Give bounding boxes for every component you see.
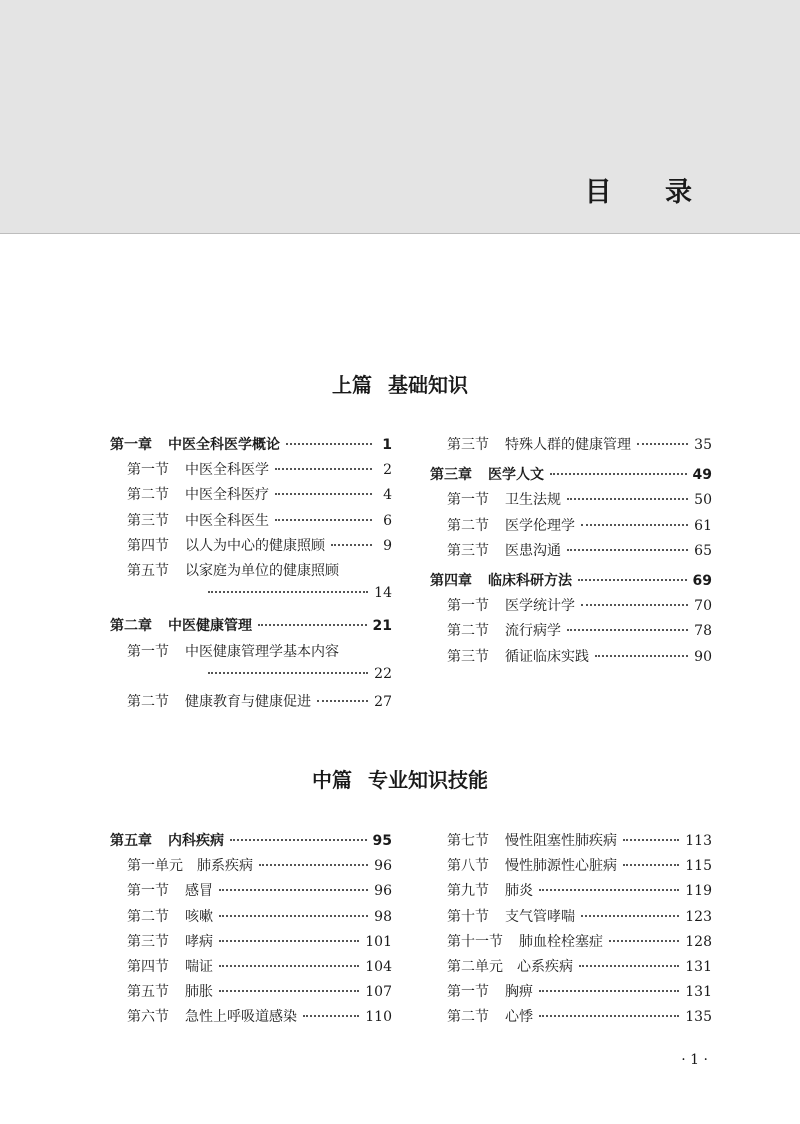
dot-leader	[637, 443, 688, 445]
toc-entry-label: 第二节	[127, 908, 169, 925]
toc-entry-page: 96	[374, 883, 392, 900]
toc-entry-page: 135	[685, 1009, 712, 1026]
toc-entry-title: 中医全科医学概论	[168, 437, 280, 453]
toc-entry-title: 肺系疾病	[197, 858, 253, 875]
dot-leader	[303, 1015, 359, 1017]
part-title-2	[0, 764, 800, 793]
toc-entry-title: 感冒	[185, 883, 213, 900]
toc-section-entry[interactable]	[447, 540, 712, 562]
toc-entry-label: 第四章	[430, 573, 472, 589]
dot-leader	[230, 839, 367, 841]
toc-entry-label: 第四节	[127, 537, 169, 554]
toc-section-entry[interactable]	[127, 510, 392, 532]
toc-section-entry[interactable]	[447, 515, 712, 537]
toc-entry-title: 健康教育与健康促进	[185, 694, 311, 710]
dot-leader	[539, 1015, 679, 1017]
toc-section-entry[interactable]	[447, 595, 712, 617]
toc-entry-page: 1	[382, 437, 392, 453]
toc-entry-page: 2	[383, 462, 392, 479]
dot-leader	[286, 443, 372, 445]
dot-leader	[275, 468, 372, 470]
toc-section-entry[interactable]	[447, 489, 712, 511]
dot-leader	[609, 940, 679, 942]
toc-entry-title: 以人为中心的健康照顾	[185, 537, 325, 554]
toc-entry-title: 医学人文	[488, 467, 544, 484]
toc-entry-page: 78	[694, 623, 712, 640]
toc-entry-label: 第三节	[447, 648, 489, 665]
toc-entry-page: 9	[383, 537, 392, 554]
toc-entry-page: 22	[374, 665, 392, 682]
toc-chapter-entry[interactable]	[110, 830, 392, 852]
toc-entry-title: 肺炎	[505, 883, 533, 900]
dot-leader	[208, 591, 368, 593]
toc-entry-label: 第二单元	[447, 959, 503, 975]
toc-entry-page: 119	[685, 883, 712, 900]
toc-entry-page: 98	[374, 908, 392, 925]
dot-leader	[578, 579, 687, 581]
toc-entry-title: 胸痹	[505, 984, 533, 1001]
toc-entry-page: 131	[685, 959, 712, 975]
toc-section-entry[interactable]	[447, 830, 712, 852]
toc-section-entry[interactable]	[127, 560, 392, 582]
toc-section-entry[interactable]	[127, 484, 392, 506]
dot-leader	[317, 700, 368, 702]
toc-entry-title: 心悸	[505, 1009, 533, 1026]
toc-entry-label: 第一节	[447, 598, 489, 615]
toc-entry-page: 123	[685, 908, 712, 925]
part-label: 上篇	[332, 373, 372, 397]
toc-entry-label: 第二节	[127, 694, 169, 710]
toc-entry-label: 第三节	[447, 437, 489, 453]
toc-entry-page: 104	[365, 959, 392, 975]
toc-entry-page: 4	[383, 487, 392, 504]
toc-section-entry[interactable]	[447, 931, 712, 953]
toc-entry-label: 第一单元	[127, 858, 183, 875]
toc-entry-title: 内科疾病	[168, 833, 224, 849]
toc-section-entry[interactable]	[447, 620, 712, 642]
toc-entry-title: 肺胀	[185, 984, 213, 1001]
dot-leader	[539, 889, 679, 891]
toc-chapter-entry[interactable]	[110, 434, 392, 456]
toc-section-entry[interactable]	[127, 880, 392, 902]
toc-entry-title: 中医全科医学	[185, 462, 269, 479]
dot-leader	[275, 493, 372, 495]
toc-entry-title: 卫生法规	[505, 492, 561, 509]
part-title-1	[0, 369, 800, 398]
toc-entry-title: 医患沟通	[505, 542, 561, 559]
toc-entry-continuation[interactable]	[127, 585, 392, 607]
toc-section-entry[interactable]	[447, 1006, 712, 1028]
toc-entry-page: 115	[685, 858, 712, 875]
dot-leader	[581, 915, 679, 917]
toc-section-entry[interactable]	[447, 646, 712, 668]
toc-entry-label: 第一节	[127, 462, 169, 479]
toc-chapter-entry[interactable]	[430, 464, 712, 486]
toc-section-entry[interactable]	[127, 535, 392, 557]
dot-leader	[258, 624, 367, 626]
dot-leader	[581, 524, 688, 526]
dot-leader	[219, 965, 359, 967]
toc-section-entry[interactable]	[127, 641, 392, 663]
part-name: 基础知识	[388, 373, 468, 397]
dot-leader	[595, 655, 688, 657]
toc-entry-title: 循证临床实践	[505, 648, 589, 665]
toc-entry-label: 第一节	[447, 984, 489, 1001]
toc-section-entry[interactable]	[447, 956, 712, 978]
toc-section-entry[interactable]	[447, 880, 712, 902]
toc-entry-label: 第五节	[127, 563, 169, 579]
toc-entry-label: 第二节	[127, 487, 169, 504]
toc-entry-label: 第三节	[127, 933, 169, 950]
toc-entry-page: 128	[685, 933, 712, 950]
toc-entry-label: 第四节	[127, 959, 169, 975]
toc-entry-continuation[interactable]	[127, 666, 392, 688]
toc-entry-title: 流行病学	[505, 623, 561, 640]
toc-entry-label: 第三节	[447, 542, 489, 559]
dot-leader	[539, 990, 679, 992]
toc-entry-page: 65	[694, 542, 712, 559]
toc-entry-page: 61	[694, 517, 712, 534]
dot-leader	[331, 544, 372, 546]
toc-entry-label: 第九节	[447, 883, 489, 900]
page-title: 目 录	[584, 177, 714, 208]
toc-entry-title: 以家庭为单位的健康照顾	[185, 563, 339, 579]
toc-entry-title: 慢性肺源性心脏病	[505, 858, 617, 875]
toc-section-entry[interactable]	[127, 855, 392, 877]
toc-entry-page: 107	[365, 984, 392, 1001]
toc-entry-label: 第二章	[110, 618, 152, 635]
dot-leader	[550, 473, 687, 475]
toc-entry-title: 医学统计学	[505, 598, 575, 615]
toc-entry-page: 27	[374, 694, 392, 710]
toc-entry-title: 哮病	[185, 933, 213, 950]
toc-section-entry[interactable]	[127, 459, 392, 481]
toc-entry-label: 第八节	[447, 858, 489, 875]
toc-entry-label: 第六节	[127, 1009, 169, 1026]
toc-section-entry[interactable]	[447, 981, 712, 1003]
toc-chapter-entry[interactable]	[430, 570, 712, 592]
toc-entry-page: 95	[372, 833, 392, 849]
toc-section-entry[interactable]	[127, 931, 392, 953]
toc-entry-page: 35	[694, 437, 712, 453]
toc-entry-page: 70	[694, 598, 712, 615]
toc-section-entry[interactable]	[127, 956, 392, 978]
toc-entry-label: 第二节	[447, 517, 489, 534]
toc-entry-label: 第三章	[430, 467, 472, 484]
toc-entry-label: 第十节	[447, 908, 489, 925]
header-band	[0, 0, 800, 234]
toc-entry-title: 咳嗽	[185, 908, 213, 925]
toc-entry-page: 14	[374, 585, 392, 602]
page-number: · 1 ·	[681, 1052, 708, 1068]
dot-leader	[579, 965, 679, 967]
toc-section-entry[interactable]	[127, 981, 392, 1003]
toc-entry-label: 第三节	[127, 512, 169, 529]
toc-entry-page: 110	[365, 1009, 392, 1026]
toc-entry-page: 101	[365, 933, 392, 950]
dot-leader	[259, 864, 368, 866]
toc-section-entry[interactable]	[127, 691, 392, 713]
toc-entry-label: 第五章	[110, 833, 152, 849]
dot-leader	[219, 990, 359, 992]
toc-entry-page: 6	[383, 512, 392, 529]
toc-entry-page: 96	[374, 858, 392, 875]
toc-entry-title: 临床科研方法	[488, 573, 572, 589]
toc-entry-label: 第一章	[110, 437, 152, 453]
toc-section-entry[interactable]	[127, 906, 392, 928]
toc-entry-title: 心系疾病	[517, 959, 573, 975]
toc-entry-title: 中医全科医疗	[185, 487, 269, 504]
toc-entry-label: 第七节	[447, 833, 489, 849]
dot-leader	[567, 549, 688, 551]
toc-entry-title: 中医健康管理	[168, 618, 252, 635]
dot-leader	[219, 915, 368, 917]
toc-entry-label: 第五节	[127, 984, 169, 1001]
dot-leader	[581, 604, 688, 606]
toc-entry-page: 131	[685, 984, 712, 1001]
toc-entry-page: 69	[692, 573, 712, 589]
toc-entry-label: 第十一节	[447, 933, 503, 950]
part-name: 专业知识技能	[368, 768, 488, 792]
toc-chapter-entry[interactable]	[110, 615, 392, 637]
toc-entry-page: 113	[685, 833, 712, 849]
toc-entry-label: 第一节	[127, 643, 169, 660]
part-label: 中篇	[312, 768, 352, 792]
dot-leader	[275, 519, 372, 521]
toc-section-entry[interactable]	[447, 855, 712, 877]
toc-entry-label: 第一节	[447, 492, 489, 509]
toc-entry-label: 第一节	[127, 883, 169, 900]
toc-section-entry[interactable]	[447, 906, 712, 928]
toc-entry-page: 21	[372, 618, 392, 635]
toc-entry-title: 喘证	[185, 959, 213, 975]
toc-entry-label: 第二节	[447, 1009, 489, 1026]
toc-entry-title: 中医全科医生	[185, 512, 269, 529]
dot-leader	[567, 498, 688, 500]
dot-leader	[219, 889, 368, 891]
dot-leader	[208, 672, 368, 674]
toc-entry-label: 第二节	[447, 623, 489, 640]
dot-leader	[623, 864, 679, 866]
dot-leader	[219, 940, 359, 942]
toc-entry-title: 急性上呼吸道感染	[185, 1009, 297, 1026]
toc-entry-page: 49	[692, 467, 712, 484]
toc-entry-title: 支气管哮喘	[505, 908, 575, 925]
toc-entry-page: 90	[694, 648, 712, 665]
toc-entry-page: 50	[694, 492, 712, 509]
toc-section-entry[interactable]	[127, 1006, 392, 1028]
toc-entry-title: 特殊人群的健康管理	[505, 437, 631, 453]
dot-leader	[623, 839, 679, 841]
toc-entry-title: 中医健康管理学基本内容	[185, 643, 339, 660]
toc-section-entry[interactable]	[447, 434, 712, 456]
dot-leader	[567, 629, 688, 631]
toc-entry-title: 医学伦理学	[505, 517, 575, 534]
toc-entry-title: 慢性阻塞性肺疾病	[505, 833, 617, 849]
toc-entry-title: 肺血栓栓塞症	[519, 933, 603, 950]
